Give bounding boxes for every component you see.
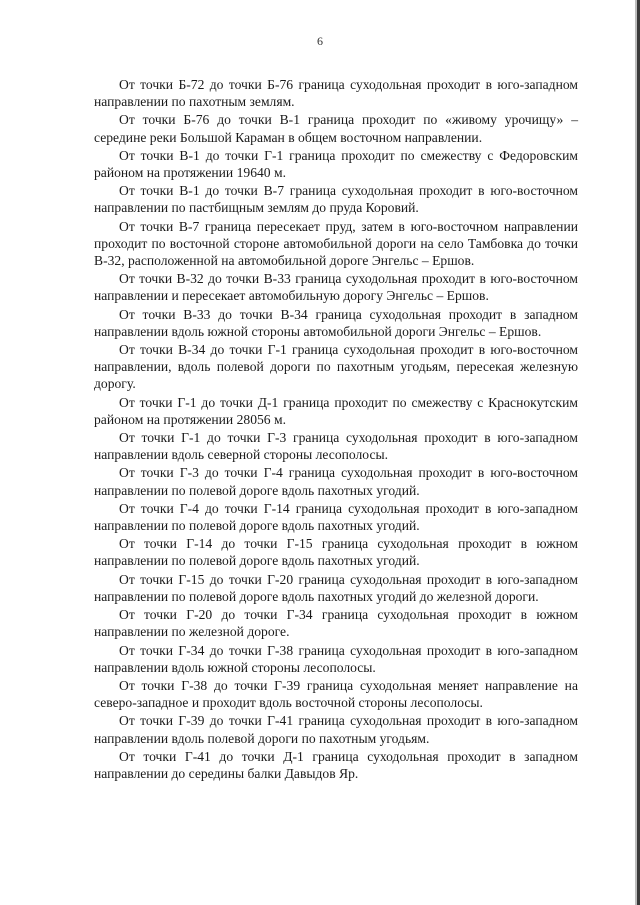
paragraph: От точки В-34 до точки Г-1 граница суходольная проходит в юго-восточном направлении, вдоль полевой дороги по пахотным угодьям, пересекая железную дорогу. (94, 342, 578, 392)
paragraph: От точки Г-15 до точки Г-20 граница суходольная проходит в юго-западном направлении по полевой дороге вдоль пахотных угодий до железной дороги. (94, 571, 578, 604)
paragraph: От точки В-7 граница пересекает пруд, затем в юго-восточном направлении проходит по восточной стороне автомобильной дороги на село Тамбовка до точки В-32, расположенной на автомобильной дороге Энгельс – Ершов. (94, 218, 578, 269)
paragraph: От точки Г-39 до точки Г-41 граница суходольная проходит в юго-западном направлении вдоль полевой дороги по пахотным угодьям. (94, 713, 578, 746)
paragraph: От точки Г-4 до точки Г-14 граница суходольная проходит в юго-западном направлении по полевой дороге вдоль пахотных угодий. (94, 500, 578, 534)
paragraph: От точки Г-1 до точки Г-3 граница суходольная проходит в юго-западном направлении вдоль северной стороны лесополосы. (94, 430, 578, 463)
paragraph: От точки Б-76 до точки В-1 граница проходит по «живому урочищу» – середине реки Большой Караман в общем восточном направлении. (94, 112, 578, 145)
paragraph: От точки Г-20 до точки Г-34 граница суходольная проходит в южном направлении по железной дороге. (94, 607, 578, 640)
paragraph: От точки Г-34 до точки Г-38 граница суходольная проходит в юго-западном направлении вдоль южной стороны лесополосы. (94, 642, 578, 675)
paragraph: От точки В-1 до точки Г-1 граница проходит по смежеству с Федоровским районом на протяжении 19640 м. (94, 147, 578, 181)
paragraph: От точки Г-3 до точки Г-4 граница суходольная проходит в юго-восточном направлении по полевой дороге вдоль пахотных угодий. (94, 465, 578, 498)
paragraph: От точки Б-72 до точки Б-76 граница суходольная проходит в юго-западном направлении по пахотным землям. (94, 77, 578, 110)
paragraph: От точки Г-1 до точки Д-1 граница проходит по смежеству с Краснокутским районом на протяжении 28056 м. (94, 394, 578, 427)
paragraph: От точки В-32 до точки В-33 граница суходольная проходит в юго-восточном направлении и пересекает автомобильную дорогу Энгельс – Ершов. (94, 271, 578, 304)
paragraph: От точки В-33 до точки В-34 граница суходольная проходит в западном направлении вдоль южной стороны автомобильной дороги Энгельс – Ершов. (94, 306, 578, 339)
paragraph: От точки Г-38 до точки Г-39 граница суходольная меняет направление на северо-западное и проходит вдоль восточной стороны лесополосы. (94, 677, 578, 711)
document-body (94, 76, 578, 783)
paragraph: От точки В-1 до точки В-7 граница суходольная проходит в юго-восточном направлении по пастбищным землям до пруда Коровий. (94, 183, 578, 216)
page-number: 6 (317, 34, 323, 48)
paragraph: От точки Г-41 до точки Д-1 граница суходольная проходит в западном направлении до середины балки Давыдов Яр. (94, 748, 578, 781)
paragraph: От точки Г-14 до точки Г-15 граница суходольная проходит в южном направлении по полевой дороге вдоль пахотных угодий. (94, 536, 578, 569)
